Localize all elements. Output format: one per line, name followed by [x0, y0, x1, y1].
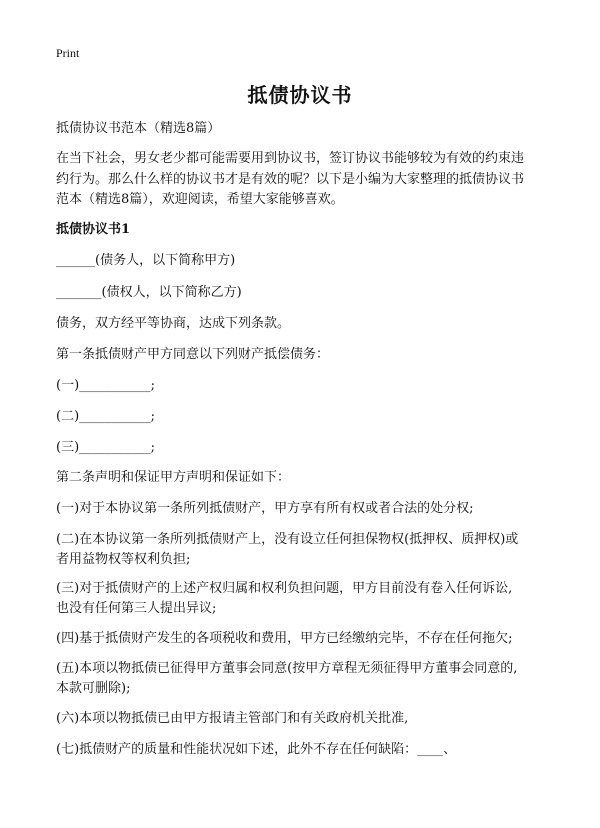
agreement-line: 债务，双方经平等协商，达成下列条款。 — [56, 316, 291, 331]
creditor-line: _______(债权人，以下简称乙方) — [56, 285, 242, 300]
clause-5-line-1: (五)本项以物抵债已征得甲方董事会同意(按甲方章程无须征得甲方董事会同意的, — [56, 661, 518, 676]
item-1: (一)___________; — [56, 378, 156, 393]
clause-3-line-1: (三)对于抵债财产的上述产权归属和权利负担问题，甲方目前没有卷入任何诉讼, — [56, 581, 513, 596]
document-subtitle: 抵债协议书范本（精选8篇） — [56, 121, 221, 136]
print-label: Print — [56, 46, 80, 60]
article-1: 第一条抵债财产甲方同意以下列财产抵偿债务： — [56, 347, 330, 362]
clause-1: (一)对于本协议第一条所列抵债财产，甲方享有所有权或者合法的处分权; — [56, 501, 474, 516]
item-3: (三)___________; — [56, 440, 156, 455]
intro-line-2: 约行为。那么什么样的协议书才是有效的呢？以下是小编为大家整理的抵债协议书 — [56, 172, 525, 187]
clause-2-line-1: (二)在本协议第一条所列抵债财产上，没有设立任何担保物权(抵押权、质押权)或 — [56, 532, 519, 547]
clause-7: (七)抵债财产的质量和性能状况如下述，此外不存在任何缺陷：____、 — [56, 742, 457, 757]
article-2: 第二条声明和保证甲方声明和保证如下： — [56, 470, 291, 485]
clause-6: (六)本项以物抵债已由甲方报请主管部门和有关政府机关批准, — [56, 711, 409, 726]
document-title: 抵债协议书 — [247, 83, 353, 107]
intro-line-1: 在当下社会，男女老少都可能需要用到协议书，签订协议书能够较为有效的约束违 — [56, 151, 525, 166]
clause-2-line-2: 者用益物权等权利负担; — [56, 552, 191, 567]
clause-4: (四)基于抵债财产发生的各项税收和费用，甲方已经缴纳完毕，不存在任何拖欠; — [56, 631, 513, 646]
item-2: (二)___________; — [56, 409, 156, 424]
clause-5-line-2: 本款可删除); — [56, 681, 131, 696]
debtor-line: ______(债务人，以下简称甲方) — [56, 253, 236, 268]
clause-3-line-2: 也没有任何第三人提出异议; — [56, 601, 217, 616]
intro-line-3: 范本（精选8篇），欢迎阅读，希望大家能够喜欢。 — [56, 192, 344, 207]
section-heading: 抵债协议书1 — [56, 222, 131, 237]
